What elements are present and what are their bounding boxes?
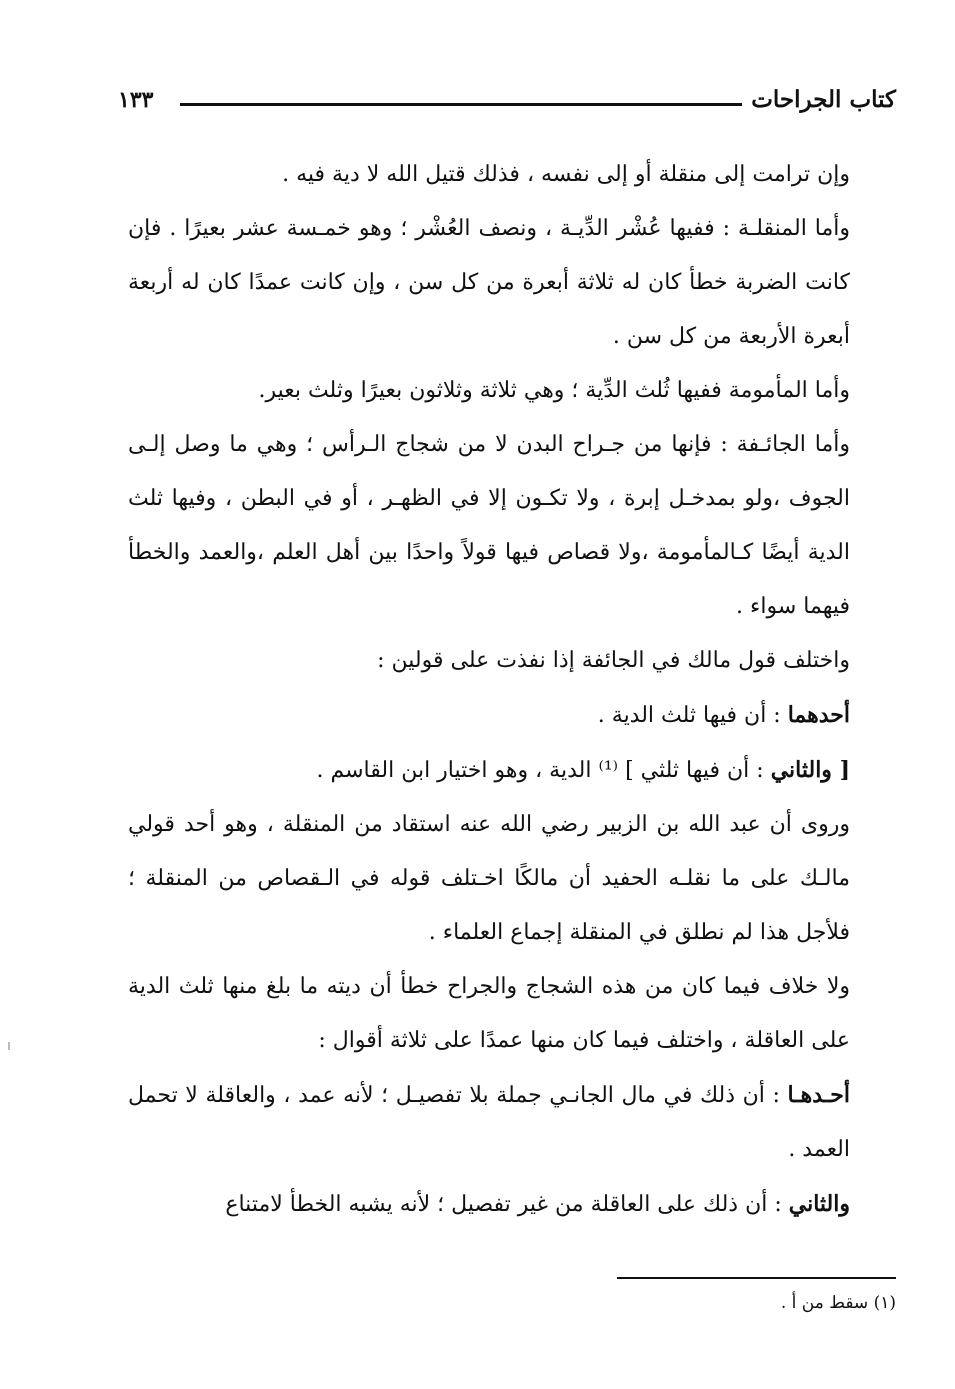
paragraph-5: واختلف قول مالك في الجائفة إذا نفذت على قولين : bbox=[377, 648, 850, 673]
body-text bbox=[128, 148, 896, 1232]
paragraph-6 bbox=[128, 688, 896, 743]
footnote-rule bbox=[617, 1277, 896, 1279]
paragraph-6-text: : أن فيها ثلث الدية . bbox=[597, 703, 788, 728]
footnote: (١) سقط من أ . bbox=[780, 1293, 896, 1313]
paragraph-1: وإن ترامت إلى منقلة أو إلى نفسه ، فذلك قتيل الله لا دية فيه . bbox=[282, 162, 850, 187]
paragraph-9: ولا خلاف فيما كان من هذه الشجاج والجراح خطأ أن ديته ما بلغ منها ثلث الدية على العاقلة ، واختلف فيما كان منها عمدًا على ثلاثة أقوال : bbox=[128, 974, 850, 1053]
paragraph-7-text: : أن فيها ثلثي ] ⁽¹⁾ الدية ، وهو اختيار ابن القاسم . bbox=[316, 758, 771, 783]
paragraph-10-text: : أن ذلك في مال الجانـي جملة بلا تفصيـل ؛ لأنه عمد ، والعاقلة لا تحمل العمد . bbox=[128, 1083, 850, 1162]
paragraph-6-lead: أحدهما bbox=[787, 702, 850, 728]
paragraph-10 bbox=[128, 1068, 896, 1177]
running-header bbox=[118, 84, 896, 120]
chapter-title: كتاب الجراحات bbox=[751, 86, 896, 113]
paragraph-7 bbox=[128, 743, 896, 798]
paragraph-11-lead: والثاني bbox=[788, 1191, 850, 1217]
scan-margin-mark bbox=[8, 1042, 10, 1050]
paragraph-10-lead: أحـدهـا bbox=[787, 1082, 850, 1108]
paragraph-8: وروى أن عبد الله بن الزبير رضي الله عنه استقاد من المنقلة ، وهو أحد قولي مالـك على ما نقلـه الحفيد أن مالكًا اخـتلف قوله في الـقصاص من المنقلة ؛ فلأجل هذا لم نطلق في المنقلة إجماع العلماء . bbox=[128, 812, 850, 945]
paragraph-11-text: : أن ذلك على العاقلة من غير تفصيل ؛ لأنه يشبه الخطأ لامتناع bbox=[225, 1192, 789, 1217]
header-rule bbox=[180, 103, 742, 106]
paragraph-7-lead: [ والثاني bbox=[770, 757, 850, 783]
paragraph-3: وأما المأمومة ففيها ثُلث الدِّية ؛ وهي ثلاثة وثلاثون بعيرًا وثلث بعير. bbox=[258, 378, 850, 403]
paragraph-11 bbox=[128, 1177, 896, 1232]
page-number: ١٣٣ bbox=[118, 87, 154, 113]
paragraph-4: وأما الجائـفة : فإنها من جـراح البدن لا من شجاج الـرأس ؛ وهي ما وصل إلـى الجوف ،ولو بمدخـل إبرة ، ولا تكـون إلا في الظهـر ، أو في البطن ، وفيها ثلث الدية أيضًا كـالمأمومة ،ولا قصاص فيها قولاً واحدًا بين أهل العلم ،والعمد والخطأ فيهما سواء . bbox=[128, 432, 850, 619]
paragraph-2: وأما المنقلـة : ففيها عُشْر الدِّيـة ، ونصف العُشْر ؛ وهو خمـسة عشر بعيرًا . فإن كانت الضربة خطأ كان له ثلاثة أبعرة من كل سن ، وإن كانت عمدًا كان له أربعة أبعرة الأربعة من كل سن . bbox=[128, 216, 850, 349]
